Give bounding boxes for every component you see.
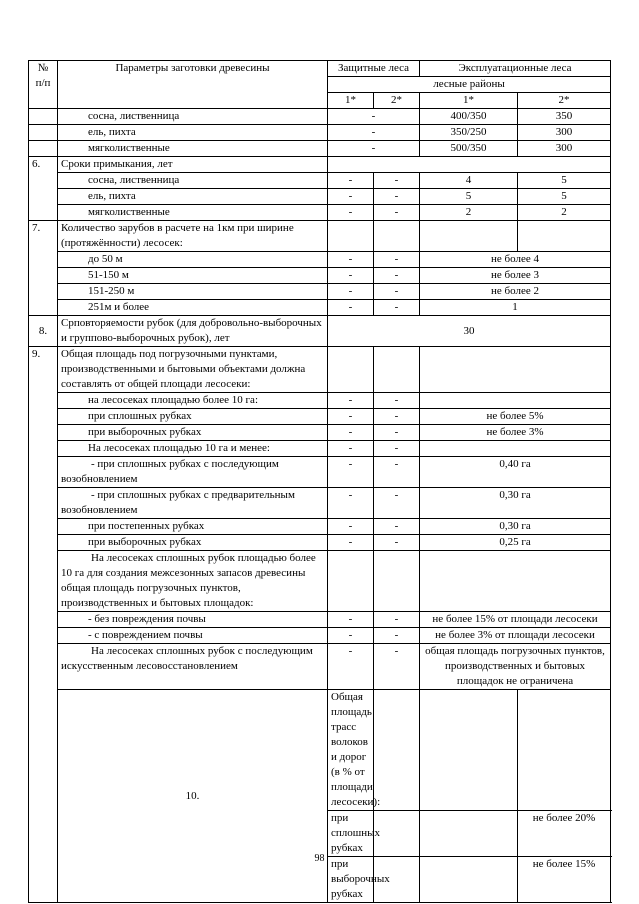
protective-value: - bbox=[328, 457, 374, 488]
empty-cell bbox=[420, 221, 518, 252]
table-row bbox=[29, 347, 611, 393]
protective-value: - bbox=[328, 393, 374, 409]
param-label: мягколиственные bbox=[58, 141, 328, 157]
exploitation-value bbox=[420, 441, 611, 457]
table-row bbox=[29, 173, 611, 189]
param-label: при сплошных рубках bbox=[328, 811, 374, 857]
forestry-parameters-table bbox=[28, 60, 611, 903]
protective-value: - bbox=[374, 457, 420, 488]
empty-cell bbox=[374, 551, 420, 612]
header-forest-regions: лесные районы bbox=[328, 77, 611, 93]
param-label: на лесосеках площадью более 10 га: bbox=[58, 393, 328, 409]
protective-value: - bbox=[328, 109, 420, 125]
param-label: при выборочных рубках bbox=[58, 535, 328, 551]
protective-value: - bbox=[328, 612, 374, 628]
table-row bbox=[29, 488, 611, 519]
param-label: при выборочных рубках bbox=[328, 857, 374, 903]
section-title: Сроки примыкания, лет bbox=[58, 157, 328, 173]
param-label: На лесосеках площадью 10 га и менее: bbox=[58, 441, 328, 457]
param-label: до 50 м bbox=[58, 252, 328, 268]
protective-value: - bbox=[374, 300, 420, 316]
exploitation-value: не более 2 bbox=[420, 284, 611, 300]
exploitation-value: 2 bbox=[518, 205, 611, 221]
exploitation-value: 300 bbox=[518, 125, 611, 141]
param-label: - с повреждением почвы bbox=[58, 628, 328, 644]
section-number: 9. bbox=[29, 347, 58, 903]
param-label: - без повреждения почвы bbox=[58, 612, 328, 628]
exploitation-value: не более 5% bbox=[420, 409, 611, 425]
exploitation-value bbox=[420, 393, 611, 409]
protective-value: - bbox=[374, 535, 420, 551]
empty-cell bbox=[328, 157, 611, 173]
protective-value: - bbox=[374, 189, 420, 205]
exploitation-value: не более 4 bbox=[420, 252, 611, 268]
exploitation-value: не более 3 bbox=[420, 268, 611, 284]
param-label: при выборочных рубках bbox=[58, 425, 328, 441]
protective-value: - bbox=[374, 628, 420, 644]
protective-value: - bbox=[374, 252, 420, 268]
param-label: сосна, лиственница bbox=[58, 109, 328, 125]
exploitation-value: не более 3% bbox=[420, 425, 611, 441]
header-number: № п/п bbox=[29, 61, 58, 109]
table-row bbox=[29, 125, 611, 141]
param-label: - при сплошных рубках с предварительным возобновлением bbox=[58, 488, 328, 519]
section-number: 8. bbox=[29, 316, 58, 347]
protective-value: - bbox=[328, 628, 374, 644]
section-number: 6. bbox=[29, 157, 58, 221]
exploitation-value: 500/350 bbox=[420, 141, 518, 157]
empty-cell bbox=[420, 690, 518, 811]
param-label: при сплошных рубках bbox=[58, 409, 328, 425]
protective-value: - bbox=[328, 125, 420, 141]
empty-cell bbox=[328, 221, 374, 252]
header-sub: 1* bbox=[328, 93, 374, 109]
empty-cell bbox=[420, 811, 518, 857]
table-row bbox=[29, 628, 611, 644]
table-row bbox=[29, 409, 611, 425]
protective-value: - bbox=[328, 488, 374, 519]
empty-cell bbox=[420, 551, 611, 612]
table-row bbox=[29, 205, 611, 221]
table-row bbox=[29, 109, 611, 125]
protective-value: - bbox=[328, 425, 374, 441]
section-number: 10. bbox=[58, 690, 328, 903]
exploitation-value: 0,30 га bbox=[420, 519, 611, 535]
empty-cell bbox=[518, 690, 611, 811]
protective-value: - bbox=[374, 441, 420, 457]
table-row bbox=[29, 457, 611, 488]
table-row bbox=[29, 393, 611, 409]
param-label: при постепенных рубках bbox=[58, 519, 328, 535]
protective-value: - bbox=[328, 519, 374, 535]
table-row bbox=[29, 551, 611, 612]
protective-value: - bbox=[328, 173, 374, 189]
empty-cell bbox=[374, 690, 420, 811]
header-row bbox=[29, 61, 611, 77]
empty-cell bbox=[420, 347, 611, 393]
page-number: 98 bbox=[314, 853, 325, 864]
exploitation-value: 0,25 га bbox=[420, 535, 611, 551]
number-cell bbox=[29, 109, 58, 125]
exploitation-value: 2 bbox=[420, 205, 518, 221]
protective-value: - bbox=[374, 173, 420, 189]
protective-value: - bbox=[374, 644, 420, 690]
param-label: ель, пихта bbox=[58, 189, 328, 205]
table-row bbox=[29, 519, 611, 535]
protective-value: - bbox=[374, 612, 420, 628]
exploitation-value: не более 15% от площади лесосеки bbox=[420, 612, 611, 628]
exploitation-value: 0,30 га bbox=[420, 488, 611, 519]
protective-value: - bbox=[328, 535, 374, 551]
exploitation-value: 5 bbox=[518, 173, 611, 189]
param-label: мягколиственные bbox=[58, 205, 328, 221]
table-row bbox=[29, 157, 611, 173]
protective-value: - bbox=[328, 189, 374, 205]
header-sub: 2* bbox=[518, 93, 611, 109]
section-number: 7. bbox=[29, 221, 58, 316]
exploitation-value: 5 bbox=[518, 189, 611, 205]
param-label: сосна, лиственница bbox=[58, 173, 328, 189]
protective-value: - bbox=[374, 393, 420, 409]
table-row bbox=[29, 141, 611, 157]
exploitation-value: общая площадь погрузочных пунктов, производственных и бытовых площадок не ограничена bbox=[420, 644, 611, 690]
protective-value: - bbox=[374, 488, 420, 519]
param-label: 251м и более bbox=[58, 300, 328, 316]
protective-value: - bbox=[328, 252, 374, 268]
protective-value: - bbox=[328, 268, 374, 284]
protective-value: - bbox=[374, 519, 420, 535]
protective-value: - bbox=[328, 205, 374, 221]
exploitation-value: 4 bbox=[420, 173, 518, 189]
section-title: Общая площадь трасс волоков и дорог (в % от площади лесосеки): bbox=[328, 690, 374, 811]
table-row bbox=[29, 535, 611, 551]
table-row bbox=[29, 300, 611, 316]
protective-value: - bbox=[374, 284, 420, 300]
section-value: 30 bbox=[328, 316, 611, 347]
section-title: Срповторяемости рубок (для добровольно-выборочных и группово-выборочных рубок), лет bbox=[58, 316, 328, 347]
exploitation-value: не более 20% bbox=[518, 811, 611, 857]
exploitation-value: не более 15% bbox=[518, 857, 611, 903]
table-row bbox=[29, 189, 611, 205]
exploitation-value: 350 bbox=[518, 109, 611, 125]
empty-cell bbox=[374, 811, 420, 857]
number-cell bbox=[29, 125, 58, 141]
section-title: Общая площадь под погрузочными пунктами, производственными и бытовыми объектами должна составлять от общей площади лесосеки: bbox=[58, 347, 328, 393]
exploitation-value: 400/350 bbox=[420, 109, 518, 125]
number-cell bbox=[29, 141, 58, 157]
protective-value: - bbox=[328, 644, 374, 690]
protective-value: - bbox=[328, 300, 374, 316]
section-title: Количество зарубов в расчете на 1км при ширине (протяжённости) лесосек: bbox=[58, 221, 328, 252]
header-sub: 2* bbox=[374, 93, 420, 109]
exploitation-value: 300 bbox=[518, 141, 611, 157]
protective-value: - bbox=[374, 409, 420, 425]
exploitation-value: 5 bbox=[420, 189, 518, 205]
section-subtitle: На лесосеках сплошных рубок площадью более 10 га для создания межсезонных запасов древесины общая площадь погрузочных пунктов, производственных и бытовых площадок: bbox=[58, 551, 328, 612]
table-row bbox=[29, 221, 611, 252]
param-label: - при сплошных рубках с последующим возобновлением bbox=[58, 457, 328, 488]
empty-cell bbox=[518, 221, 611, 252]
table-row bbox=[29, 441, 611, 457]
protective-value: - bbox=[328, 284, 374, 300]
header-protective: Защитные леса bbox=[328, 61, 420, 77]
header-sub: 1* bbox=[420, 93, 518, 109]
table-row bbox=[29, 644, 611, 690]
empty-cell bbox=[328, 347, 374, 393]
table-row bbox=[29, 425, 611, 441]
header-exploitation: Эксплуатационные леса bbox=[420, 61, 611, 77]
protective-value: - bbox=[374, 205, 420, 221]
protective-value: - bbox=[328, 409, 374, 425]
header-params: Параметры заготовки древесины bbox=[58, 61, 328, 109]
empty-cell bbox=[374, 221, 420, 252]
table-row bbox=[29, 316, 611, 347]
protective-value: - bbox=[328, 141, 420, 157]
table-row bbox=[29, 612, 611, 628]
empty-cell bbox=[328, 551, 374, 612]
table-row bbox=[29, 252, 611, 268]
table-row bbox=[29, 268, 611, 284]
exploitation-value: не более 3% от площади лесосеки bbox=[420, 628, 611, 644]
empty-cell bbox=[374, 347, 420, 393]
protective-value: - bbox=[374, 425, 420, 441]
table-row bbox=[29, 690, 611, 811]
param-label: ель, пихта bbox=[58, 125, 328, 141]
table-row bbox=[29, 284, 611, 300]
param-label: 51-150 м bbox=[58, 268, 328, 284]
protective-value: - bbox=[374, 268, 420, 284]
param-label: На лесосеках сплошных рубок с последующим искусственным лесовосстановлением bbox=[58, 644, 328, 690]
exploitation-value: 0,40 га bbox=[420, 457, 611, 488]
param-label: 151-250 м bbox=[58, 284, 328, 300]
protective-value: - bbox=[328, 441, 374, 457]
exploitation-value: 350/250 bbox=[420, 125, 518, 141]
exploitation-value: 1 bbox=[420, 300, 611, 316]
